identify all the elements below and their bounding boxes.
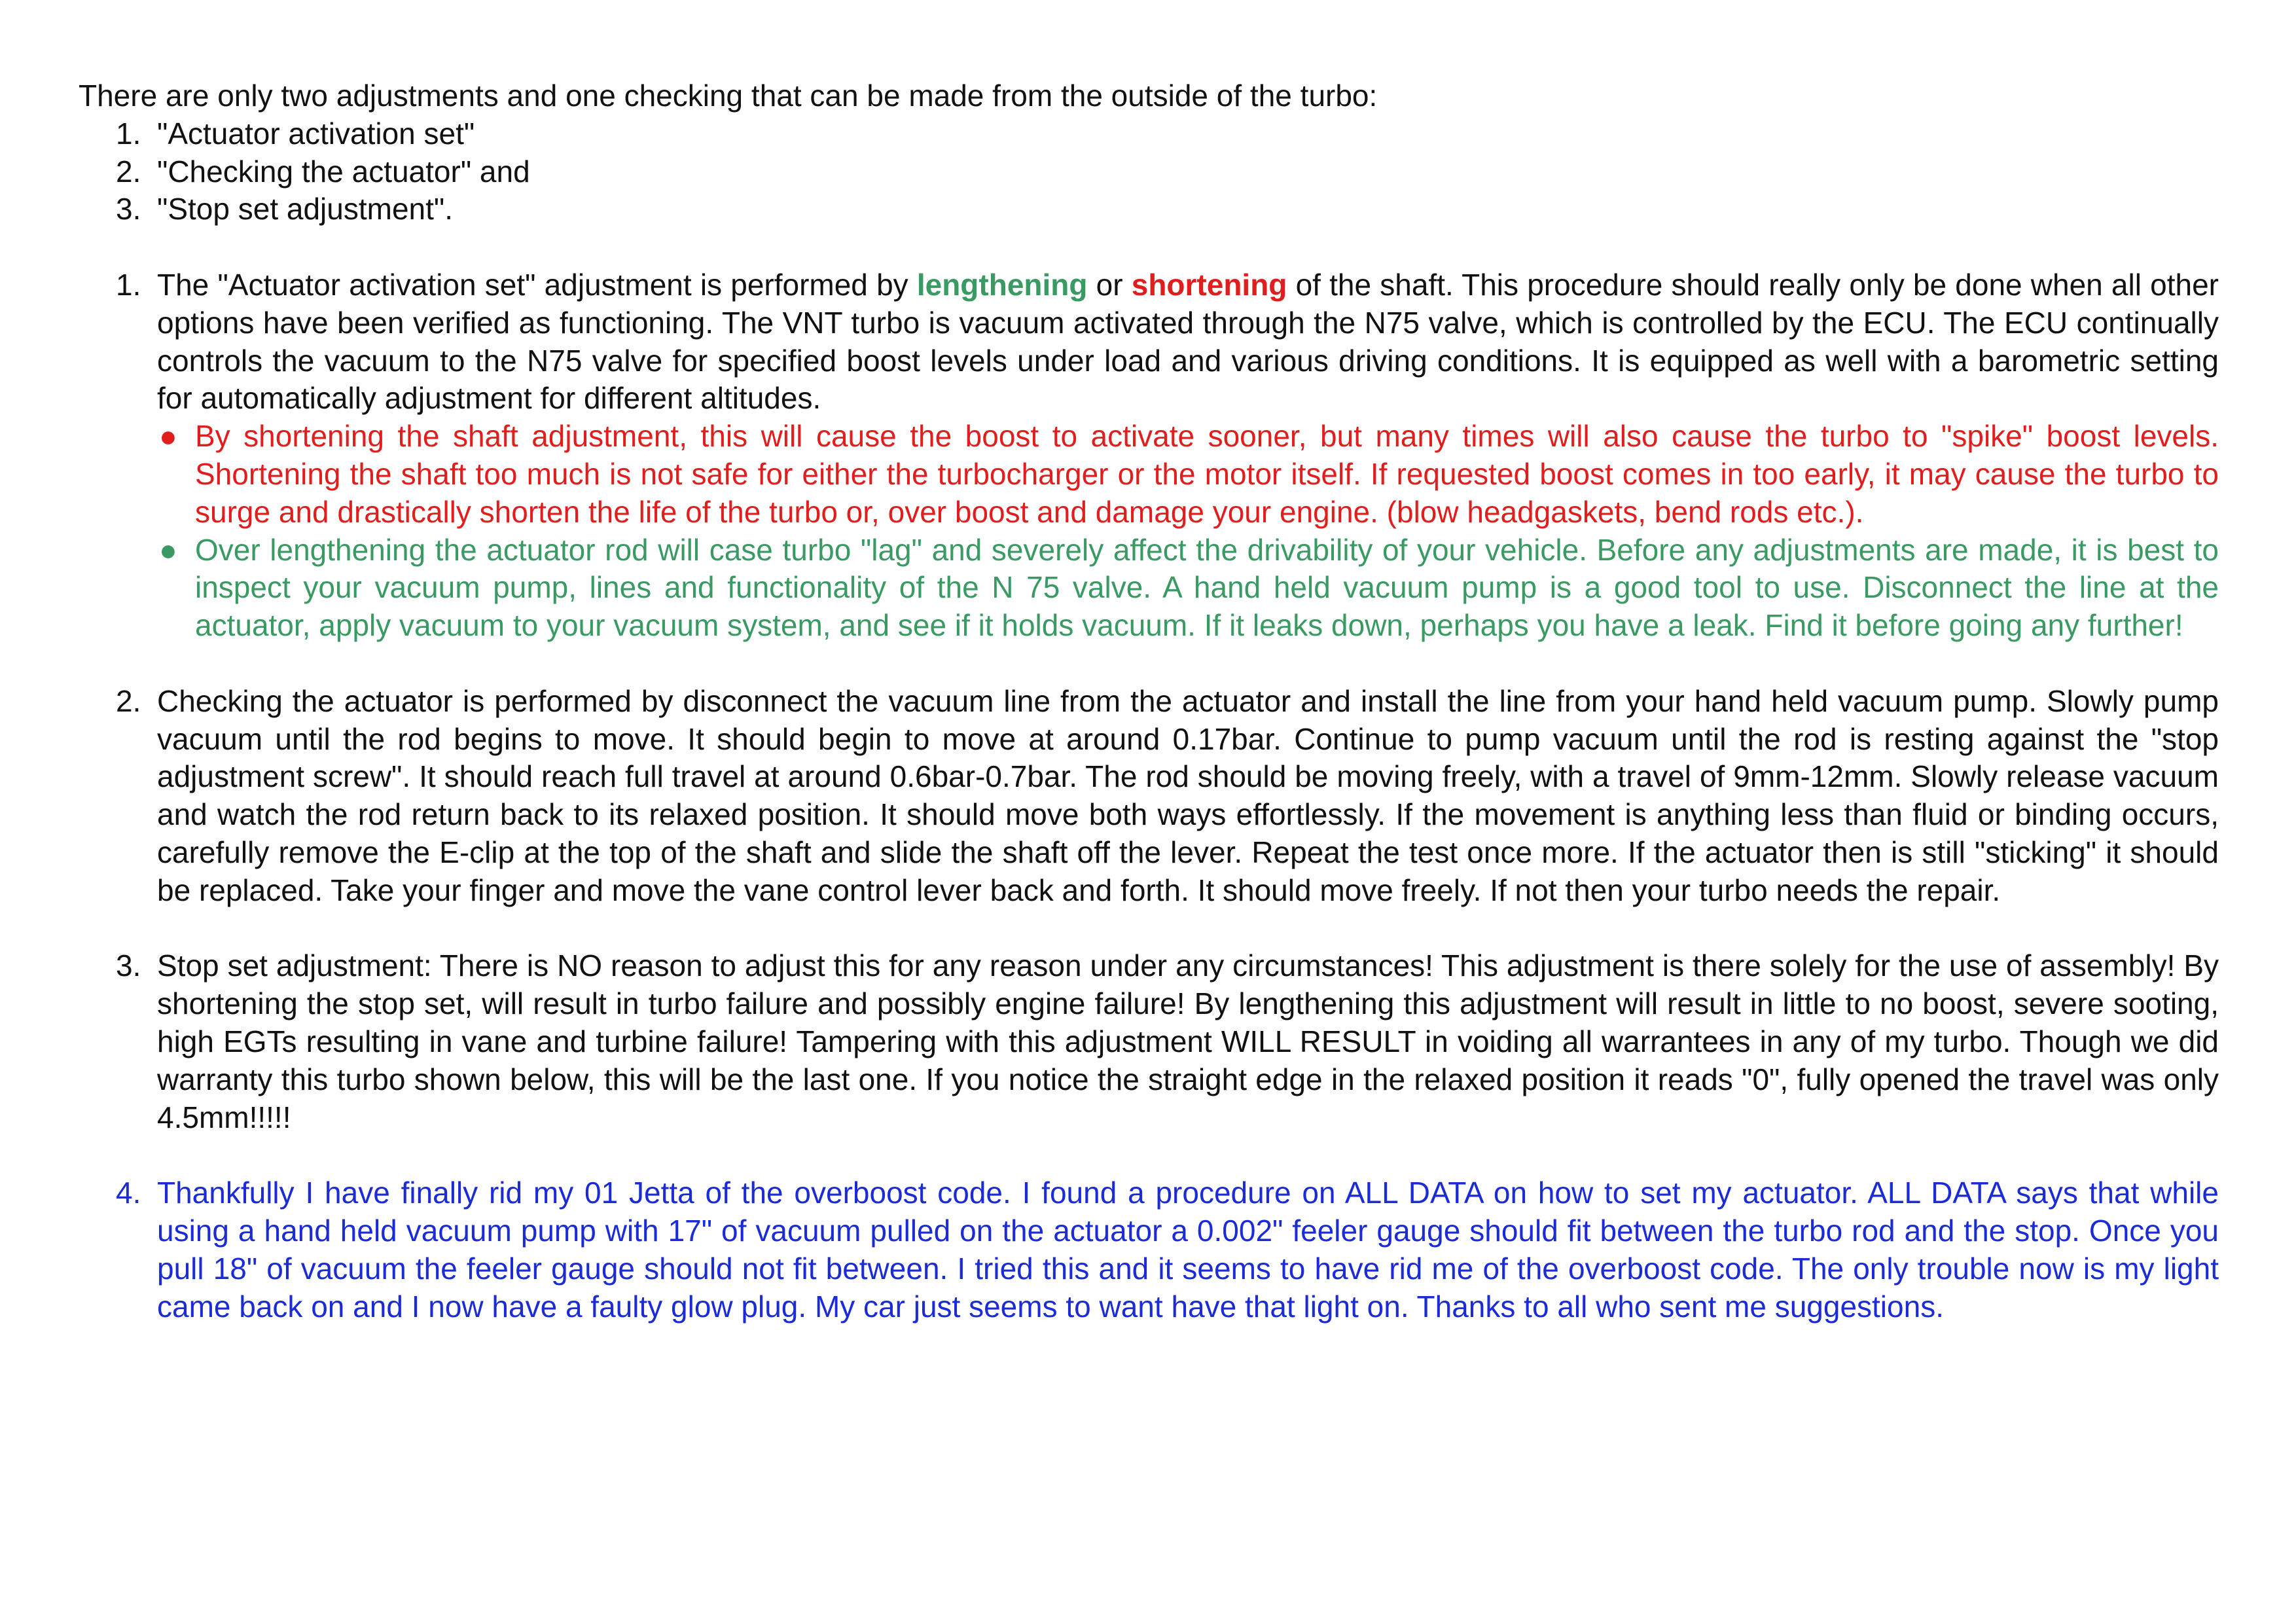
section-text: Stop set adjustment: There is NO reason to adjust this for any reason under any circumstances! This adjustment is there solely for the use of assembly! By shortening the stop set, will result in turbo failure and possibly engine failure! By lengthening this adjustment will result in little to no boost, severe sooting, high EGTs resulting in vane and turbine failure! Tampering with this adjustment WILL RESULT in voiding all warrantees in any of my turbo. Though we did warranty this turbo shown below, this will be the last one. If you notice the straight edge in the relaxed position it reads "0", fully opened the travel was only 4.5mm!!!!!	[157, 948, 2219, 1134]
spacer	[79, 1136, 2219, 1174]
intro-item	[79, 190, 2219, 228]
intro-item-text: "Actuator activation set"	[157, 116, 475, 151]
section-overboost-note	[79, 1174, 2219, 1326]
section-text: Thankfully I have finally rid my 01 Jetta of the overboost code. I found a procedure on ALL DATA on how to set my actuator. ALL DATA says that while using a hand held vacuum pump with 17" of vacuum pulled on the actuator a 0.002" feeler gauge should fit between the turbo rod and the stop. Once you pull 18" of vacuum the feeler gauge should not fit between. I tried this and it seems to have rid me of the overboost code. The only trouble now is my light came back on and I now have a faulty glow plug. My car just seems to want have that light on. Thanks to all who sent me suggestions.	[157, 1176, 2219, 1324]
bullet-list	[79, 418, 2219, 645]
section-stop-set	[79, 947, 2219, 1136]
bullet-text: By shortening the shaft adjustment, this will cause the boost to activate sooner, but many times will also cause the turbo to "spike" boost levels. Shortening the shaft too much is not safe for either the turbocharger or the motor itself. If requested boost comes in too early, it may cause the turbo to surge and drastically shorten the life of the turbo or, over boost and damage your engine. (blow headgaskets, bend rods etc.).	[195, 419, 2219, 529]
intro-item-text: "Checking the actuator" and	[157, 154, 530, 189]
shortening-highlight: shortening	[1131, 267, 1287, 302]
intro-item	[79, 115, 2219, 153]
spacer	[79, 228, 2219, 266]
bullet-lengthening	[79, 532, 2219, 645]
list-number: 1.	[116, 116, 141, 151]
intro-item	[79, 153, 2219, 191]
bullet-dot-icon: ●	[159, 532, 177, 567]
section-text: The "Actuator activation set" adjustment is performed by	[157, 267, 917, 302]
list-number: 3.	[116, 192, 141, 226]
intro-paragraph: There are only two adjustments and one checking that can be made from the outside of the turbo:	[79, 79, 1378, 113]
section-text: of the shaft. This procedure should really only be done when all other options have been verified as functioning. The VNT turbo is vacuum activated through the N75 valve, which is controlled by the ECU. The ECU continually controls the vacuum to the N75 valve for specified boost levels under load and various driving conditions. It is equipped as well with a barometric setting for automatically adjustment for different altitudes.	[157, 267, 2219, 416]
section-text: or	[1087, 267, 1132, 302]
lengthening-highlight: lengthening	[916, 267, 1088, 302]
spacer	[79, 645, 2219, 683]
intro-item-text: "Stop set adjustment".	[157, 192, 454, 226]
bullet-shortening	[79, 418, 2219, 531]
section-actuator-activation	[79, 266, 2219, 418]
intro-list	[79, 115, 2219, 228]
list-number: 2.	[116, 683, 141, 718]
spacer	[79, 910, 2219, 948]
list-number: 3.	[116, 948, 141, 983]
list-number: 2.	[116, 154, 141, 189]
list-number: 4.	[116, 1176, 141, 1210]
list-number: 1.	[116, 267, 141, 302]
document-page	[79, 77, 2219, 1326]
bullet-text: Over lengthening the actuator rod will case turbo "lag" and severely affect the drivability of your vehicle. Before any adjustments are made, it is best to inspect your vacuum pump, lines and functionality of the N 75 valve. A hand held vacuum pump is a good tool to use. Disconnect the line at the actuator, apply vacuum to your vacuum system, and see if it holds vacuum. If it leaks down, perhaps you have a leak. Find it before going any further!	[195, 532, 2219, 643]
section-checking-actuator	[79, 683, 2219, 910]
bullet-dot-icon: ●	[159, 419, 177, 454]
section-text: Checking the actuator is performed by disconnect the vacuum line from the actuator and install the line from your hand held vacuum pump. Slowly pump vacuum until the rod begins to move. It should begin to move at around 0.17bar. Continue to pump vacuum until the rod is resting against the "stop adjustment screw". It should reach full travel at around 0.6bar-0.7bar. The rod should be moving freely, with a travel of 9mm-12mm. Slowly release vacuum and watch the rod return back to its relaxed position. It should move both ways effortlessly. If the movement is anything less than fluid or binding occurs, carefully remove the E-clip at the top of the shaft and slide the shaft off the lever. Repeat the test once more. If the actuator then is still "sticking" it should be replaced. Take your finger and move the vane control lever back and forth. It should move freely. If not then your turbo needs the repair.	[157, 683, 2219, 907]
